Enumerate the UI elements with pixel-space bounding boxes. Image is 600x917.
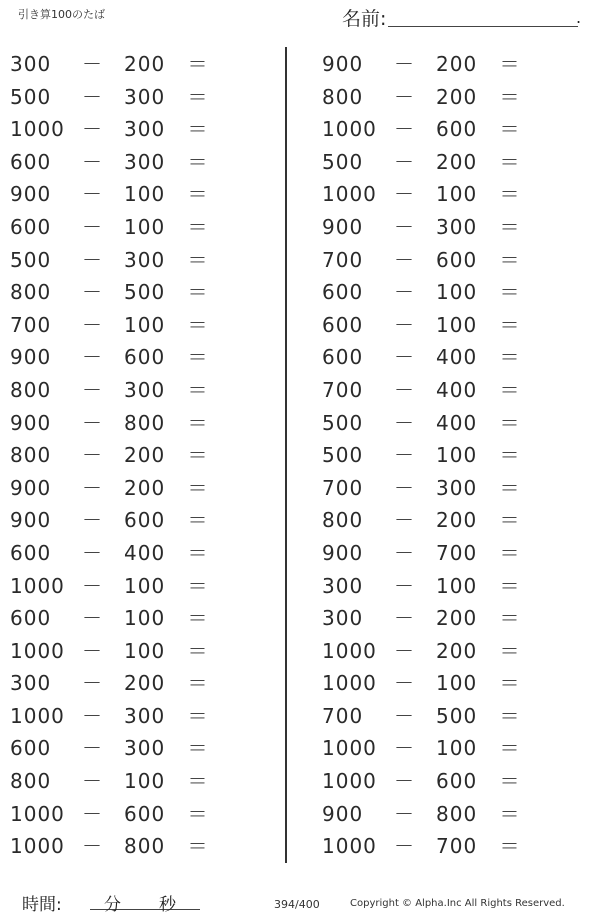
minus-sign: － (82, 703, 103, 728)
problem-row (0, 667, 280, 700)
minus-sign: － (82, 182, 103, 207)
left-problem-column (0, 48, 280, 863)
problem-row (0, 178, 280, 211)
minuend: 500 (322, 410, 364, 435)
equals-sign: ＝ (499, 573, 521, 598)
equals-sign: ＝ (187, 508, 209, 533)
subtrahend: 300 (124, 736, 166, 761)
subtrahend: 200 (436, 638, 478, 663)
time-label: 時間: (22, 895, 62, 915)
problem-row (312, 244, 592, 277)
equals-sign: ＝ (187, 52, 209, 76)
subtrahend: 100 (124, 769, 166, 794)
name-blank-line[interactable] (388, 26, 578, 27)
subtrahend: 600 (124, 345, 166, 370)
equals-sign: ＝ (499, 475, 521, 500)
minus-sign: － (82, 736, 103, 761)
minus-sign: － (394, 410, 415, 435)
page-number: 394/400 (274, 898, 320, 911)
subtrahend: 200 (124, 671, 166, 696)
equals-sign: ＝ (499, 182, 521, 207)
problem-row (312, 48, 592, 81)
minuend: 700 (322, 247, 364, 272)
minuend: 300 (10, 671, 52, 696)
minuend: 300 (322, 606, 364, 631)
minus-sign: － (82, 280, 103, 305)
minus-sign: － (82, 769, 103, 794)
problem-row (0, 472, 280, 505)
equals-sign: ＝ (499, 280, 521, 305)
minuend: 500 (10, 84, 52, 109)
equals-sign: ＝ (499, 312, 521, 337)
problem-row (0, 113, 280, 146)
problem-row (312, 602, 592, 635)
equals-sign: ＝ (499, 52, 521, 76)
subtrahend: 100 (124, 638, 166, 663)
equals-sign: ＝ (499, 540, 521, 565)
minuend: 1000 (10, 834, 65, 859)
subtrahend: 600 (436, 769, 478, 794)
minuend: 900 (322, 540, 364, 565)
minus-sign: － (394, 52, 415, 76)
subtrahend: 300 (436, 214, 478, 239)
subtrahend: 100 (436, 182, 478, 207)
minuend: 1000 (322, 736, 377, 761)
minus-sign: － (394, 508, 415, 533)
minus-sign: － (394, 280, 415, 305)
minuend: 1000 (322, 671, 377, 696)
subtrahend: 200 (124, 475, 166, 500)
minuend: 700 (322, 703, 364, 728)
minus-sign: － (82, 52, 103, 76)
minuend: 800 (10, 377, 52, 402)
subtrahend: 800 (124, 410, 166, 435)
equals-sign: ＝ (499, 410, 521, 435)
equals-sign: ＝ (499, 84, 521, 109)
problem-row (0, 537, 280, 570)
copyright-text: Copyright © Alpha.Inc All Rights Reserved. (350, 898, 565, 909)
minuend: 600 (322, 280, 364, 305)
problem-row (312, 211, 592, 244)
equals-sign: ＝ (499, 247, 521, 272)
minus-sign: － (394, 149, 415, 174)
subtrahend: 100 (124, 214, 166, 239)
minus-sign: － (394, 540, 415, 565)
minuend: 1000 (322, 117, 377, 142)
problem-row (312, 765, 592, 798)
subtrahend: 500 (124, 280, 166, 305)
subtrahend: 100 (124, 606, 166, 631)
minuend: 900 (322, 801, 364, 826)
minuend: 300 (322, 573, 364, 598)
problem-row (0, 374, 280, 407)
subtrahend: 100 (436, 573, 478, 598)
minuend: 600 (10, 736, 52, 761)
equals-sign: ＝ (499, 149, 521, 174)
equals-sign: ＝ (499, 117, 521, 142)
subtrahend: 300 (124, 84, 166, 109)
minuend: 600 (10, 214, 52, 239)
minus-sign: － (82, 638, 103, 663)
minus-sign: － (82, 247, 103, 272)
minuend: 1000 (322, 182, 377, 207)
equals-sign: ＝ (499, 769, 521, 794)
problem-row (0, 146, 280, 179)
problem-row (312, 113, 592, 146)
equals-sign: ＝ (187, 247, 209, 272)
minuend: 900 (10, 182, 52, 207)
minuend: 1000 (10, 638, 65, 663)
equals-sign: ＝ (499, 736, 521, 761)
minuend: 1000 (10, 117, 65, 142)
equals-sign: ＝ (187, 312, 209, 337)
subtrahend: 300 (124, 703, 166, 728)
problem-row (0, 570, 280, 603)
minuend: 600 (10, 606, 52, 631)
minuend: 900 (10, 410, 52, 435)
subtrahend: 100 (436, 671, 478, 696)
minuend: 800 (322, 508, 364, 533)
subtrahend: 300 (124, 247, 166, 272)
minus-sign: － (82, 508, 103, 533)
subtrahend: 700 (436, 834, 478, 859)
problem-row (312, 570, 592, 603)
minuend: 1000 (322, 638, 377, 663)
problem-row (312, 146, 592, 179)
problem-row (0, 407, 280, 440)
minus-sign: － (394, 638, 415, 663)
minus-sign: － (394, 671, 415, 696)
equals-sign: ＝ (187, 84, 209, 109)
minus-sign: － (394, 345, 415, 370)
name-field[interactable] (342, 4, 587, 30)
minus-sign: － (82, 117, 103, 142)
subtrahend: 800 (436, 801, 478, 826)
subtrahend: 600 (436, 117, 478, 142)
equals-sign: ＝ (187, 475, 209, 500)
minus-sign: － (394, 834, 415, 859)
equals-sign: ＝ (187, 638, 209, 663)
minuend: 900 (10, 345, 52, 370)
equals-sign: ＝ (499, 214, 521, 239)
name-label: 名前: (342, 8, 387, 30)
equals-sign: ＝ (187, 769, 209, 794)
problem-row (0, 81, 280, 114)
problem-row (0, 244, 280, 277)
minuend: 900 (322, 52, 364, 76)
problem-row (312, 407, 592, 440)
minuend: 900 (10, 508, 52, 533)
subtrahend: 300 (124, 149, 166, 174)
minus-sign: － (82, 345, 103, 370)
equals-sign: ＝ (187, 801, 209, 826)
minus-sign: － (82, 801, 103, 826)
equals-sign: ＝ (187, 410, 209, 435)
subtrahend: 100 (436, 736, 478, 761)
minus-sign: － (82, 834, 103, 859)
subtrahend: 600 (436, 247, 478, 272)
problem-row (312, 472, 592, 505)
equals-sign: ＝ (187, 182, 209, 207)
minus-sign: － (82, 540, 103, 565)
subtrahend: 100 (436, 312, 478, 337)
subtrahend: 700 (436, 540, 478, 565)
minus-sign: － (394, 703, 415, 728)
subtrahend: 800 (124, 834, 166, 859)
minuend: 300 (10, 52, 52, 76)
subtrahend: 200 (436, 84, 478, 109)
minuend: 700 (322, 475, 364, 500)
minuend: 1000 (322, 834, 377, 859)
problem-row (0, 276, 280, 309)
equals-sign: ＝ (499, 345, 521, 370)
minuend: 900 (10, 475, 52, 500)
subtrahend: 200 (436, 52, 478, 76)
problem-row (312, 830, 592, 863)
subtrahend: 400 (124, 540, 166, 565)
problem-row (312, 439, 592, 472)
minuend: 800 (10, 443, 52, 468)
problem-row (0, 635, 280, 668)
minuend: 600 (10, 149, 52, 174)
equals-sign: ＝ (187, 736, 209, 761)
minuend: 1000 (10, 573, 65, 598)
equals-sign: ＝ (187, 149, 209, 174)
equals-sign: ＝ (499, 377, 521, 402)
minus-sign: － (394, 443, 415, 468)
right-problem-column (312, 48, 592, 863)
equals-sign: ＝ (187, 540, 209, 565)
equals-sign: ＝ (499, 703, 521, 728)
equals-sign: ＝ (187, 214, 209, 239)
problem-row (312, 374, 592, 407)
minuend: 700 (10, 312, 52, 337)
equals-sign: ＝ (499, 671, 521, 696)
minus-sign: － (394, 182, 415, 207)
subtrahend: 200 (436, 508, 478, 533)
problem-row (0, 700, 280, 733)
minus-sign: － (82, 377, 103, 402)
minus-sign: － (394, 573, 415, 598)
minuend: 700 (322, 377, 364, 402)
minuend: 1000 (322, 769, 377, 794)
minus-sign: － (394, 606, 415, 631)
subtrahend: 300 (124, 377, 166, 402)
equals-sign: ＝ (187, 606, 209, 631)
subtrahend: 400 (436, 410, 478, 435)
minus-sign: － (394, 247, 415, 272)
problem-row (312, 276, 592, 309)
minuend: 800 (10, 280, 52, 305)
equals-sign: ＝ (187, 671, 209, 696)
minus-sign: － (394, 736, 415, 761)
minus-sign: － (394, 475, 415, 500)
problem-row (312, 504, 592, 537)
problem-row (0, 765, 280, 798)
equals-sign: ＝ (187, 117, 209, 142)
subtrahend: 100 (124, 182, 166, 207)
problem-row (0, 439, 280, 472)
problem-row (312, 798, 592, 831)
minuend: 500 (322, 443, 364, 468)
subtrahend: 100 (436, 443, 478, 468)
subtrahend: 400 (436, 345, 478, 370)
subtrahend: 200 (436, 149, 478, 174)
column-divider (285, 47, 287, 863)
minus-sign: － (394, 84, 415, 109)
equals-sign: ＝ (187, 703, 209, 728)
minus-sign: － (82, 84, 103, 109)
problem-row (312, 309, 592, 342)
problem-row (312, 178, 592, 211)
worksheet-title: 引き算100のたば (18, 8, 105, 21)
minuend: 500 (322, 149, 364, 174)
minus-sign: － (82, 606, 103, 631)
minus-sign: － (394, 214, 415, 239)
problem-row (0, 211, 280, 244)
problem-row (312, 667, 592, 700)
equals-sign: ＝ (187, 834, 209, 859)
problem-row (0, 798, 280, 831)
minus-sign: － (394, 801, 415, 826)
minuend: 800 (322, 84, 364, 109)
equals-sign: ＝ (499, 801, 521, 826)
subtrahend: 200 (124, 443, 166, 468)
minus-sign: － (82, 312, 103, 337)
problem-row (312, 635, 592, 668)
equals-sign: ＝ (499, 443, 521, 468)
equals-sign: ＝ (499, 606, 521, 631)
minuend: 1000 (10, 801, 65, 826)
problem-row (312, 81, 592, 114)
minus-sign: － (82, 573, 103, 598)
subtrahend: 200 (124, 52, 166, 76)
problem-row (0, 732, 280, 765)
equals-sign: ＝ (499, 638, 521, 663)
minuend: 600 (322, 345, 364, 370)
equals-sign: ＝ (187, 443, 209, 468)
minuend: 800 (10, 769, 52, 794)
name-end-dot: . (576, 8, 582, 27)
problem-row (312, 537, 592, 570)
subtrahend: 300 (124, 117, 166, 142)
equals-sign: ＝ (499, 834, 521, 859)
equals-sign: ＝ (187, 345, 209, 370)
minuend: 600 (10, 540, 52, 565)
equals-sign: ＝ (187, 377, 209, 402)
problem-row (312, 732, 592, 765)
subtrahend: 600 (124, 508, 166, 533)
minus-sign: － (82, 149, 103, 174)
equals-sign: ＝ (187, 280, 209, 305)
problem-row (0, 504, 280, 537)
time-field (22, 890, 192, 914)
minus-sign: － (82, 671, 103, 696)
minuend: 500 (10, 247, 52, 272)
minus-sign: － (394, 769, 415, 794)
problem-row (0, 48, 280, 81)
problem-row (0, 602, 280, 635)
minutes-label: 分 (104, 895, 121, 915)
minus-sign: － (82, 475, 103, 500)
minus-sign: － (82, 214, 103, 239)
subtrahend: 100 (124, 312, 166, 337)
minuend: 1000 (10, 703, 65, 728)
subtrahend: 100 (124, 573, 166, 598)
minus-sign: － (82, 443, 103, 468)
subtrahend: 600 (124, 801, 166, 826)
equals-sign: ＝ (499, 508, 521, 533)
subtrahend: 300 (436, 475, 478, 500)
problem-row (0, 309, 280, 342)
problem-row (312, 341, 592, 374)
subtrahend: 200 (436, 606, 478, 631)
problem-row (312, 700, 592, 733)
minus-sign: － (394, 117, 415, 142)
seconds-label: 秒 (159, 895, 176, 915)
problem-row (0, 341, 280, 374)
subtrahend: 100 (436, 280, 478, 305)
minuend: 900 (322, 214, 364, 239)
equals-sign: ＝ (187, 573, 209, 598)
minus-sign: － (394, 377, 415, 402)
minus-sign: － (394, 312, 415, 337)
problem-row (0, 830, 280, 863)
minuend: 600 (322, 312, 364, 337)
subtrahend: 400 (436, 377, 478, 402)
subtrahend: 500 (436, 703, 478, 728)
minus-sign: － (82, 410, 103, 435)
